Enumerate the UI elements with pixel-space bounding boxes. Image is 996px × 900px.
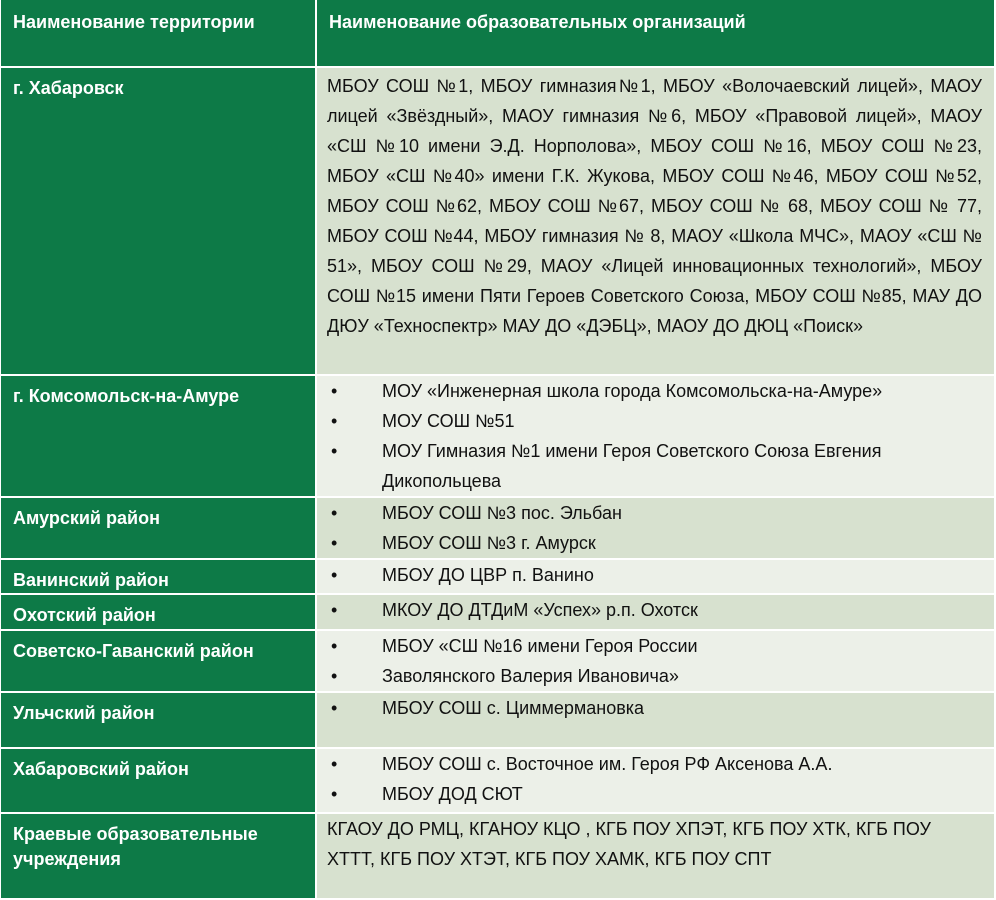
organizations-cell xyxy=(317,376,994,498)
organizations-cell xyxy=(317,693,994,749)
organizations-cell xyxy=(317,749,994,814)
territory-cell: Охотский район xyxy=(1,595,317,631)
organizations-list xyxy=(327,560,986,590)
bullet-icon: • xyxy=(331,754,338,774)
list-item: • МБОУ СОШ №3 пос. Эльбан xyxy=(327,498,986,528)
organizations-paragraph: МБОУ СОШ №1, МБОУ гимназия№1, МБОУ «Волочаевский лицей», МАОУ лицей «Звёздный», МАОУ гимназия №6, МБОУ «Правовой лицей», МАОУ «СШ №10 имени Э.Д. Норполова», МБОУ СОШ №16, МБОУ СОШ №23, МБОУ «СШ №40» имени Г.К. Жукова, МБОУ СОШ №46, МБОУ СОШ №52, МБОУ СОШ №62, МБОУ СОШ №67, МБОУ СОШ № 68, МБОУ СОШ № 77, МБОУ СОШ №44, МБОУ гимназия № 8, МАОУ «Школа МЧС», МАОУ «СШ № 51», МБОУ СОШ №29, МАОУ «Лицей инновационных технологий», МБОУ СОШ №15 имени Пяти Героев Советского Союза, МБОУ СОШ №85, МАУ ДО ДЮУ «Техноспектр» МАУ ДО «ДЭБЦ», МАОУ ДО ДЮЦ «Поиск» xyxy=(327,76,982,336)
organizations-list xyxy=(327,631,986,691)
list-item: • МБОУ СОШ с. Восточное им. Героя РФ Аксенова А.А. xyxy=(327,749,986,779)
organizations-cell xyxy=(317,68,994,376)
territory-cell: г. Хабаровск xyxy=(1,68,317,376)
list-item: • МБОУ «СШ №16 имени Героя России xyxy=(327,631,986,661)
organizations-cell xyxy=(317,631,994,693)
table-row xyxy=(1,560,994,595)
table-row xyxy=(1,68,994,376)
bullet-icon: • xyxy=(331,600,338,620)
organizations-paragraph: КГАОУ ДО РМЦ, КГАНОУ КЦО , КГБ ПОУ ХПЭТ, КГБ ПОУ ХТК, КГБ ПОУ ХТТТ, КГБ ПОУ ХТЭТ, КГБ ПОУ ХАМК, КГБ ПОУ СПТ xyxy=(327,819,931,869)
organizations-list xyxy=(327,498,986,558)
organizations-cell xyxy=(317,595,994,631)
table-row xyxy=(1,693,994,749)
bullet-icon: • xyxy=(331,381,338,401)
organizations-list xyxy=(327,595,986,625)
organizations-cell xyxy=(317,498,994,560)
bullet-icon: • xyxy=(331,698,338,718)
header-organizations: Наименование образовательных организаций xyxy=(317,0,994,68)
list-item: • МОУ «Инженерная школа города Комсомольска-на-Амуре» xyxy=(327,376,986,406)
territory-cell: Советско-Гаванский район xyxy=(1,631,317,693)
list-item: • МБОУ ДО ЦВР п. Ванино xyxy=(327,560,986,590)
territory-cell: Амурский район xyxy=(1,498,317,560)
table-row xyxy=(1,595,994,631)
organizations-list xyxy=(327,376,986,496)
territories-table xyxy=(1,0,994,900)
bullet-icon: • xyxy=(331,565,338,585)
table-row xyxy=(1,498,994,560)
list-item: • МОУ СОШ №51 xyxy=(327,406,986,436)
territory-cell: Хабаровский район xyxy=(1,749,317,814)
organizations-list xyxy=(327,749,986,809)
list-item: • МКОУ ДО ДТДиМ «Успех» р.п. Охотск xyxy=(327,595,986,625)
table-row xyxy=(1,814,994,900)
list-item: • МБОУ СОШ с. Циммермановка xyxy=(327,693,986,723)
organizations-cell xyxy=(317,560,994,595)
territory-cell: Ульчский район xyxy=(1,693,317,749)
bullet-icon: • xyxy=(331,441,338,461)
list-item: • МОУ Гимназия №1 имени Героя Советского Союза Евгения Дикопольцева xyxy=(327,436,986,496)
organizations-list xyxy=(327,693,986,723)
organizations-cell xyxy=(317,814,994,900)
table-row xyxy=(1,631,994,693)
table-row xyxy=(1,376,994,498)
territory-cell: Краевые образовательные учреждения xyxy=(1,814,317,900)
list-item: • МБОУ ДОД СЮТ xyxy=(327,779,986,809)
territory-cell: г. Комсомольск-на-Амуре xyxy=(1,376,317,498)
bullet-icon: • xyxy=(331,533,338,553)
table-header-row xyxy=(1,0,994,68)
list-item: • МБОУ СОШ №3 г. Амурск xyxy=(327,528,986,558)
bullet-icon: • xyxy=(331,411,338,431)
header-territory: Наименование территории xyxy=(1,0,317,68)
bullet-icon: • xyxy=(331,784,338,804)
table-row xyxy=(1,749,994,814)
bullet-icon: • xyxy=(331,503,338,523)
list-item: • Заволянского Валерия Ивановича» xyxy=(327,661,986,691)
bullet-icon: • xyxy=(331,636,338,656)
bullet-icon: • xyxy=(331,666,338,686)
territory-cell: Ванинский район xyxy=(1,560,317,595)
